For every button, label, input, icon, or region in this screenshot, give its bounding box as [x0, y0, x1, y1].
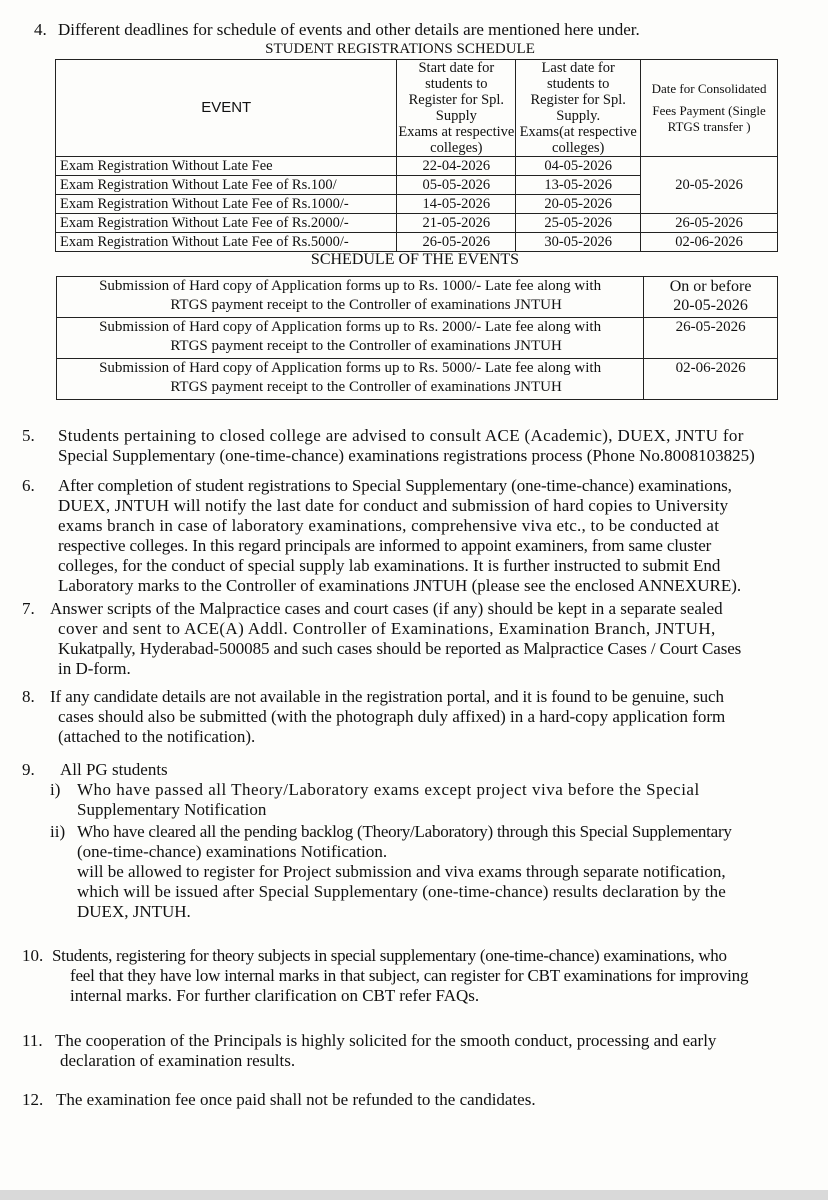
last-date-header: Last date for students to Register for Spl. Supply. Exams(at respective colleges)	[516, 60, 641, 157]
event-header: EVENT	[56, 60, 397, 157]
registrations-schedule-title: STUDENT REGISTRATIONS SCHEDULE	[265, 41, 535, 57]
event-description-cell: Submission of Hard copy of Application forms up to Rs. 1000/- Late fee along with RTGS payment receipt to the Controller of examinations JNTUH	[57, 277, 644, 318]
table-row	[56, 214, 778, 233]
registrations-schedule-table	[55, 59, 778, 252]
schedule-of-events-table	[56, 276, 778, 400]
start-date-header: Start date for students to Register for Spl. Supply Exams at respective colleges)	[398, 60, 515, 156]
sub-item-label: i)	[50, 780, 61, 799]
sub-item-label: ii)	[50, 822, 66, 841]
last-date-cell: 30-05-2026	[516, 233, 641, 252]
last-date-cell: 20-05-2026	[516, 195, 641, 214]
fee-date-cell: 26-05-2026	[641, 214, 778, 233]
item-number: 8.	[22, 687, 35, 706]
last-date-cell: 04-05-2026	[516, 157, 641, 176]
page-bottom-edge	[0, 1190, 828, 1200]
last-date-cell: 25-05-2026	[516, 214, 641, 233]
event-description-cell: Submission of Hard copy of Application forms up to Rs. 2000/- Late fee along with RTGS payment receipt to the Controller of examinations JNTUH	[57, 318, 644, 359]
table-row	[56, 157, 778, 176]
schedule-of-events-title: SCHEDULE OF THE EVENTS	[310, 251, 520, 268]
item-7-text: Answer scripts of the Malpractice cases and court cases (if any) should be kept in a separate sealed cover and sent to ACE(A) Addl. Controller of Examinations, Examination Branch, JNTUH, Kukatpally, Hyderabad-500085 and such cases should be reported as Malpractice Cases / Court Cases in D-form.	[50, 599, 742, 678]
item-11-text: The cooperation of the Principals is highly solicited for the smooth conduct, processing and early declaration of examination results.	[55, 1031, 717, 1070]
event-date-cell: 02-06-2026	[644, 359, 778, 400]
start-date-cell: 26-05-2026	[397, 233, 516, 252]
event-date-cell: On or before 20-05-2026	[644, 277, 778, 318]
item-number: 10.	[22, 946, 44, 965]
start-date-cell: 22-04-2026	[397, 157, 516, 176]
item-5-text: Students pertaining to closed college are advised to consult ACE (Academic), DUEX, JNTU for Special Supplementary (one-time-chance) examinations registrations process (Phone No.8008103825)	[58, 426, 755, 465]
start-date-cell: 05-05-2026	[397, 176, 516, 195]
item-number: 6.	[22, 476, 35, 495]
table-row	[56, 233, 778, 252]
item-4-text: Different deadlines for schedule of events and other details are mentioned here under.	[58, 20, 640, 39]
item-number: 5.	[22, 426, 35, 445]
event-description-cell: Submission of Hard copy of Application forms up to Rs. 5000/- Late fee along with RTGS payment receipt to the Controller of examinations JNTUH	[57, 359, 644, 400]
event-date-cell: 26-05-2026	[644, 318, 778, 359]
start-date-cell: 14-05-2026	[397, 195, 516, 214]
item-number: 11.	[22, 1031, 43, 1050]
item-8-text: If any candidate details are not available in the registration portal, and it is found to be genuine, such cases should also be submitted (with the photograph duly affixed) in a hard-copy application form (attached to the notification).	[50, 687, 726, 746]
item-9-title: All PG students	[60, 760, 168, 779]
item-9-ii-text: Who have cleared all the pending backlog (Theory/Laboratory) through this Special Supplementary (one-time-chance) examinations Notification. will be allowed to register for Project submission and viva exams through separate notification, which will be issued after Special Supplementary (one-time-chance) results declaration by the DUEX, JNTUH.	[77, 822, 732, 921]
fee-date-cell: 20-05-2026	[641, 157, 778, 214]
item-number: 9.	[22, 760, 35, 779]
fees-date-header: Date for Consolidated Fees Payment (Single RTGS transfer )	[641, 60, 778, 157]
event-cell: Exam Registration Without Late Fee of Rs.2000/-	[56, 214, 397, 233]
event-cell: Exam Registration Without Late Fee of Rs.1000/-	[56, 195, 397, 214]
last-date-cell: 13-05-2026	[516, 176, 641, 195]
item-number: 7.	[22, 599, 35, 618]
item-6-text: After completion of student registrations to Special Supplementary (one-time-chance) examinations, DUEX, JNTUH will notify the last date for conduct and submission of hard copies to University exams branch in case of laboratory examinations, comprehensive viva etc., to be conducted at respective colleges. In this regard principals are informed to appoint examiners, from same cluster colleges, for the conduct of special supply lab examinations. It is further instructed to submit End Laboratory marks to the Controller of examinations JNTUH (please see the enclosed ANNEXURE).	[58, 476, 742, 595]
table-header-row	[56, 60, 778, 157]
event-cell: Exam Registration Without Late Fee of Rs.5000/-	[56, 233, 397, 252]
item-number: 12.	[22, 1090, 44, 1109]
item-10-text: Students, registering for theory subjects in special supplementary (one-time-chance) examinations, who feel that they have low internal marks in that subject, can register for CBT examinations for improving internal marks. For further clarification on CBT refer FAQs.	[52, 946, 749, 1005]
start-date-cell: 21-05-2026	[397, 214, 516, 233]
event-cell: Exam Registration Without Late Fee of Rs.100/	[56, 176, 397, 195]
item-9-i-text: Who have passed all Theory/Laboratory exams except project viva before the Special Supplementary Notification	[77, 780, 700, 819]
fee-date-cell: 02-06-2026	[641, 233, 778, 252]
item-number: 4.	[34, 20, 47, 39]
item-12-text: The examination fee once paid shall not be refunded to the candidates.	[56, 1090, 536, 1109]
table-row	[57, 359, 778, 400]
event-cell: Exam Registration Without Late Fee	[56, 157, 397, 176]
table-row	[57, 318, 778, 359]
table-row	[57, 277, 778, 318]
